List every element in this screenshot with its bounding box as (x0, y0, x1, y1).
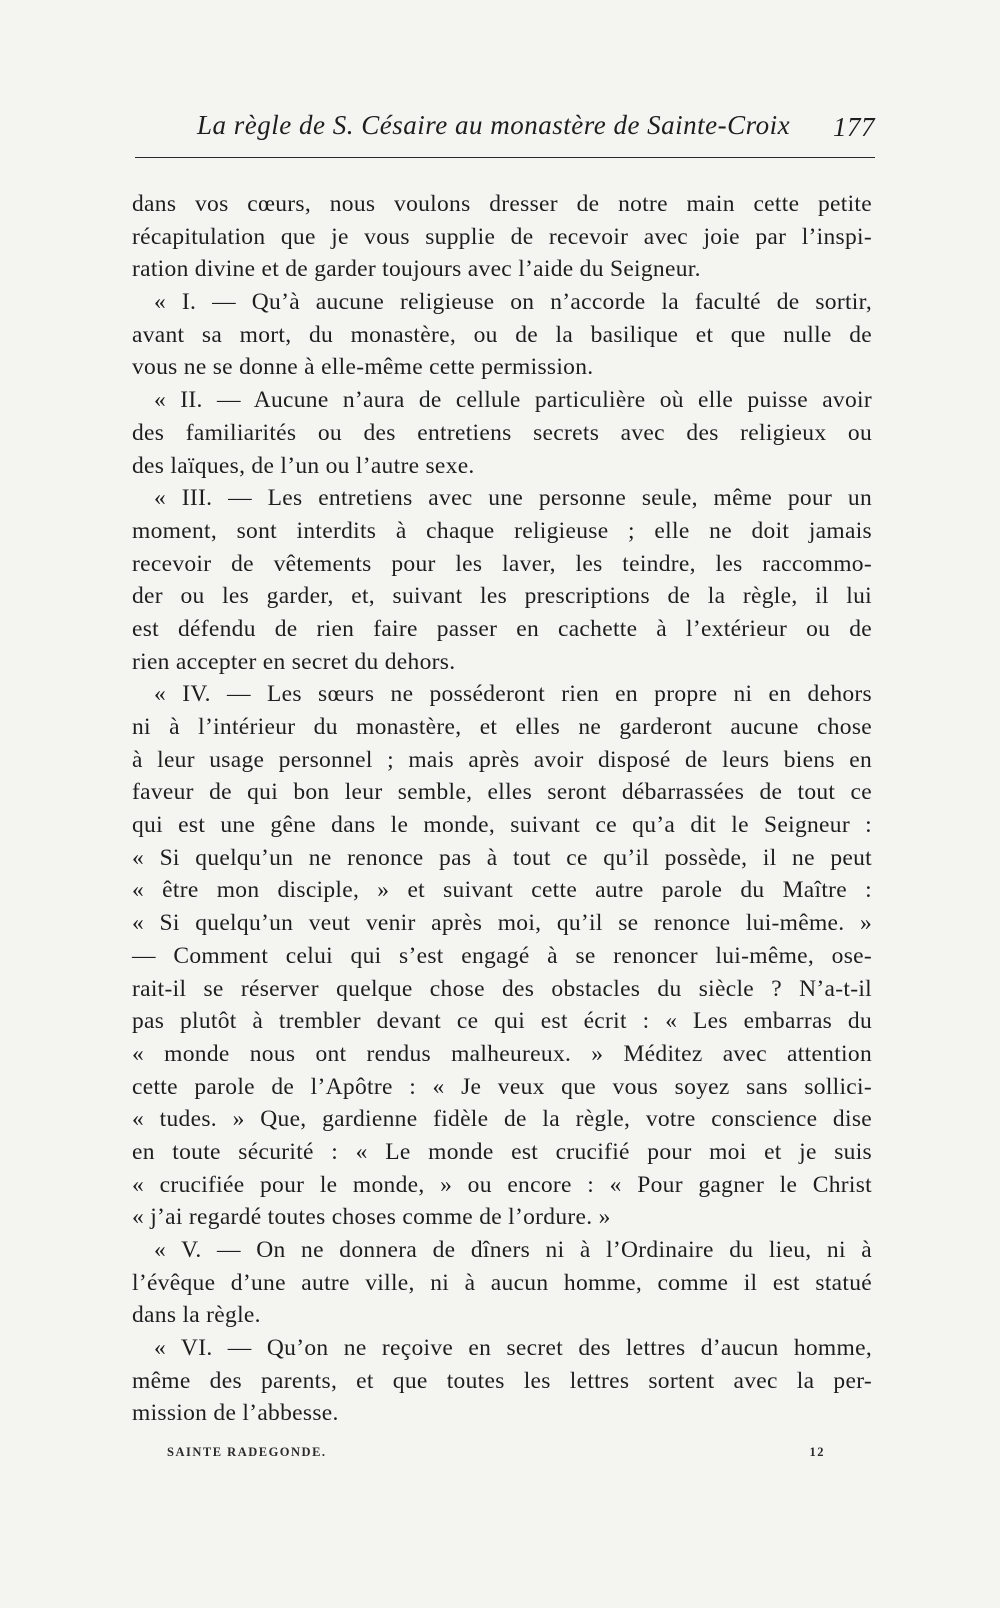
text-line: mission de l’abbesse. (132, 1400, 339, 1427)
text-line: qui est une gêne dans le monde, suivant ce qu’a dit le Seigneur : (132, 812, 872, 839)
text-line: « j’ai regardé toutes choses comme de l’ordure. » (132, 1204, 611, 1231)
text-line: en toute sécurité : « Le monde est crucifié pour moi et je suis (132, 1138, 872, 1165)
text-line: « III. — Les entretiens avec une personne seule, même pour un (154, 485, 872, 512)
text-line: l’évêque d’une autre ville, ni à aucun homme, comme il est statué (132, 1269, 872, 1296)
text-line: — Comment celui qui s’est engagé à se renoncer lui-même, ose- (132, 942, 872, 969)
header-rule (135, 157, 875, 158)
text-line: « V. — On ne donnera de dîners ni à l’Ordinaire du lieu, ni à (154, 1237, 872, 1263)
text-line: ration divine et de garder toujours avec l’aide du Seigneur. (132, 256, 701, 283)
text-line: rait-il se réserver quelque chose des obstacles du siècle ? N’a-t-il (132, 975, 872, 1002)
text-line: recevoir de vêtements pour les laver, les teindre, les raccommo- (132, 550, 872, 577)
text-line: « crucifiée pour le monde, » ou encore : « Pour gagner le Christ (132, 1171, 872, 1198)
text-line: « II. — Aucune n’aura de cellule particulière où elle puisse avoir (154, 387, 872, 414)
text-line: « VI. — Qu’on ne reçoive en secret des lettres d’aucun homme, (154, 1335, 872, 1362)
text-line: cette parole de l’Apôtre : « Je veux que vous soyez sans sollici- (132, 1073, 872, 1100)
text-line: « monde nous ont rendus malheureux. » Méditez avec attention (132, 1040, 872, 1067)
running-title: La règle de S. Césaire au monastère de Sainte-Croix (197, 110, 791, 140)
text-line: des laïques, de l’un ou l’autre sexe. (132, 452, 475, 479)
text-line: der ou les garder, et, suivant les prescriptions de la règle, il lui (132, 583, 872, 610)
text-line: dans la règle. (132, 1302, 261, 1329)
text-line: moment, sont interdits à chaque religieuse ; elle ne doit jamais (132, 517, 872, 544)
text-line: « IV. — Les sœurs ne posséderont rien en propre ni en dehors (154, 681, 872, 708)
text-line: « être mon disciple, » et suivant cette autre parole du Maître : (132, 877, 872, 904)
body-text (132, 188, 872, 1430)
text-line: avant sa mort, du monastère, ou de la basilique et que nulle de (132, 321, 872, 348)
text-line: est défendu de rien faire passer en cachette à l’extérieur ou de (132, 615, 872, 642)
text-line: dans vos cœurs, nous voulons dresser de notre main cette petite (132, 191, 872, 217)
text-line: « Si quelqu’un veut venir après moi, qu’il se renonce lui-même. » (132, 910, 872, 937)
text-line: des familiarités ou des entretiens secrets avec des religieux ou (132, 419, 872, 446)
text-line: « Si quelqu’un ne renonce pas à tout ce qu’il possède, il ne peut (132, 844, 872, 871)
footer (167, 1445, 825, 1467)
text-line: ni à l’intérieur du monastère, et elles ne garderont aucune chose (132, 714, 872, 740)
signature-mark: SAINTE RADEGONDE. (167, 1445, 327, 1459)
text-line: pas plutôt à trembler devant ce qui est écrit : « Les embarras du (132, 1008, 872, 1035)
page-number: 177 (833, 112, 875, 142)
text-line: « tudes. » Que, gardienne fidèle de la règle, votre conscience dise (132, 1106, 872, 1133)
text-line: « I. — Qu’à aucune religieuse on n’accorde la faculté de sortir, (154, 289, 872, 316)
signature-number: 12 (809, 1445, 825, 1459)
text-line: vous ne se donne à elle-même cette permission. (132, 354, 594, 381)
running-head (135, 104, 875, 144)
text-line: même des parents, et que toutes les lettres sortent avec la per- (132, 1367, 872, 1394)
text-line: faveur de qui bon leur semble, elles seront débarrassées de tout ce (132, 779, 872, 806)
text-line: à leur usage personnel ; mais après avoir disposé de leurs biens en (132, 746, 872, 773)
text-line: rien accepter en secret du dehors. (132, 648, 456, 675)
text-line: récapitulation que je vous supplie de recevoir avec joie par l’inspi- (132, 223, 872, 250)
